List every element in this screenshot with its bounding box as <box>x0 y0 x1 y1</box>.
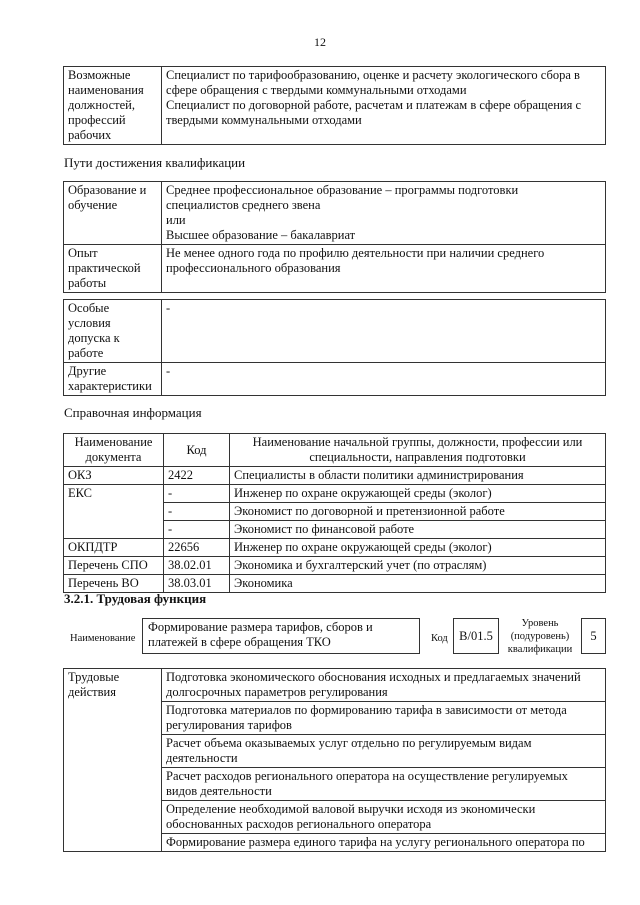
row-code: 38.03.01 <box>164 575 230 593</box>
row-code: 2422 <box>164 467 230 485</box>
other-characteristics-value: - <box>162 363 606 396</box>
function-name-label: Наименование <box>70 633 136 644</box>
labor-action-item: Расчет объема оказываемых услуг отдельно по регулируемым видам деятельности <box>162 735 606 768</box>
function-level-box: 5 <box>581 618 606 654</box>
function-level-label: Уровень (подуровень) квалификации <box>507 618 573 655</box>
conditions-table <box>63 299 606 396</box>
row-name: Экономика и бухгалтерский учет (по отраслям) <box>230 557 606 575</box>
labor-action-item: Расчет расходов регионального оператора на осуществление регулируемых видов деятельности <box>162 768 606 801</box>
reference-heading: Справочная информация <box>64 405 202 420</box>
labor-actions-label: Трудовые действия <box>64 669 162 852</box>
row-name: Экономист по финансовой работе <box>230 521 606 539</box>
possible-positions-table <box>63 66 606 145</box>
reference-header-row <box>64 434 606 467</box>
row-name: Специалисты в области политики администрирования <box>230 467 606 485</box>
row-code: 22656 <box>164 539 230 557</box>
qualification-paths-table <box>63 181 606 293</box>
row-code: 38.02.01 <box>164 557 230 575</box>
row-name: Инженер по охране окружающей среды (эколог) <box>230 539 606 557</box>
education-label: Образование и обучение <box>64 182 162 245</box>
table-row <box>64 575 606 593</box>
function-code-box: B/01.5 <box>453 618 499 654</box>
page-number: 12 <box>314 35 326 49</box>
paths-heading: Пути достижения квалификации <box>64 155 246 170</box>
row-doc: Перечень ВО <box>64 575 164 593</box>
row-name: Экономика <box>230 575 606 593</box>
row-name: Инженер по охране окружающей среды (эколог) <box>230 485 606 503</box>
function-name-box: Формирование размера тарифов, сборов и платежей в сфере обращения ТКО <box>142 618 420 654</box>
education-value: Среднее профессиональное образование – программы подготовки специалистов среднего звена или Высшее образование – бакалавриат <box>162 182 606 245</box>
reference-header-name: Наименование начальной группы, должности, профессии или специальности, направления подготовки <box>230 434 606 467</box>
labor-actions-table <box>63 668 606 852</box>
function-heading: 3.2.1. Трудовая функция <box>64 591 207 606</box>
row-doc: Перечень СПО <box>64 557 164 575</box>
row-code: - <box>164 503 230 521</box>
labor-action-item: Формирование размера единого тарифа на услугу регионального оператора по <box>162 834 606 852</box>
experience-value: Не менее одного года по профилю деятельности при наличии среднего профессионального образования <box>162 245 606 293</box>
possible-positions-value: Специалист по тарифообразованию, оценке и расчету экологического сбора в сфере обращения с твердыми коммунальными отходами Специалист по договорной работе, расчетам и платежам в сфере обращения с твердыми коммунальными отходами <box>162 67 606 145</box>
row-doc: ОКПДТР <box>64 539 164 557</box>
function-code-label: Код <box>431 633 448 644</box>
labor-action-item: Подготовка материалов по формированию тарифа в зависимости от метода регулирования тарифов <box>162 702 606 735</box>
other-characteristics-label: Другие характеристики <box>64 363 162 396</box>
row-code: - <box>164 521 230 539</box>
reference-header-doc: Наименование документа <box>64 434 164 467</box>
possible-positions-label: Возможные наименования должностей, профессий рабочих <box>64 67 162 145</box>
special-conditions-value: - <box>162 300 606 363</box>
experience-label: Опыт практической работы <box>64 245 162 293</box>
labor-action-item: Определение необходимой валовой выручки исходя из экономически обоснованных расходов регионального оператора <box>162 801 606 834</box>
table-row <box>64 557 606 575</box>
labor-action-item: Подготовка экономического обоснования исходных и предлагаемых значений долгосрочных параметров регулирования <box>162 669 606 702</box>
table-row <box>64 485 606 503</box>
table-row <box>64 539 606 557</box>
row-doc: ЕКС <box>64 485 164 539</box>
row-code: - <box>164 485 230 503</box>
reference-header-code: Код <box>164 434 230 467</box>
reference-table <box>63 433 606 593</box>
row-name: Экономист по договорной и претензионной работе <box>230 503 606 521</box>
row-doc: ОКЗ <box>64 467 164 485</box>
special-conditions-label: Особые условия допуска к работе <box>64 300 162 363</box>
table-row <box>64 467 606 485</box>
